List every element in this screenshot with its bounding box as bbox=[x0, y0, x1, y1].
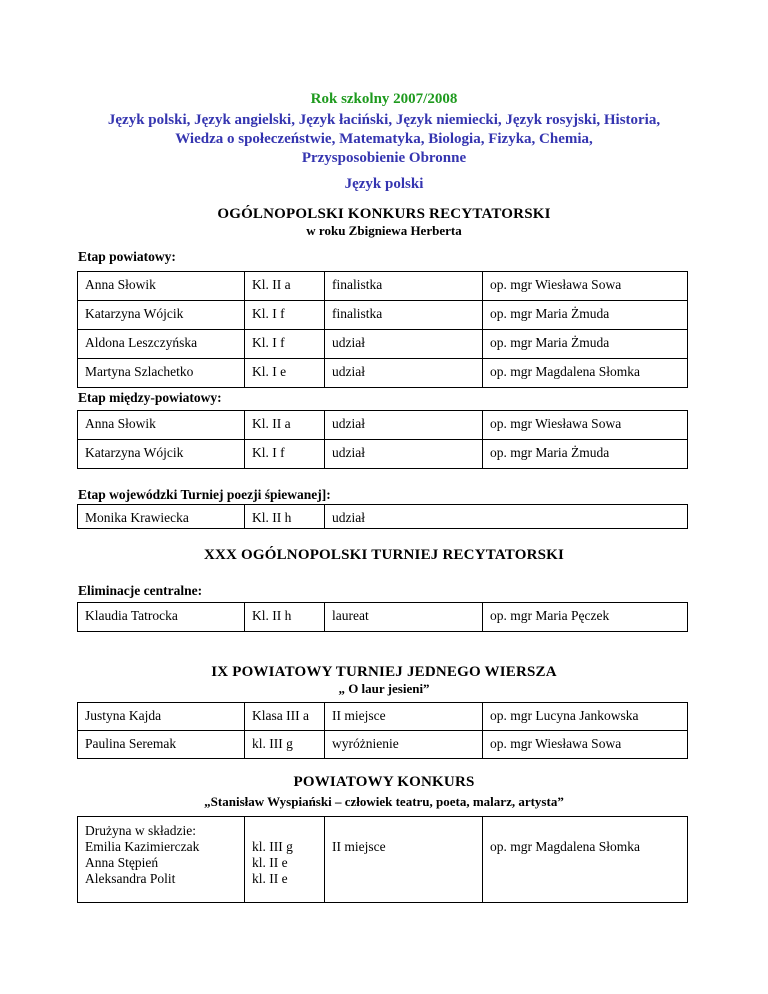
section3-subtitle: „ O laur jesieni” bbox=[338, 681, 430, 696]
teacher-cell: op. mgr Maria Pęczek bbox=[483, 603, 688, 632]
team-result: II miejsce bbox=[332, 839, 386, 854]
student-name-cell: Justyna Kajda bbox=[78, 703, 245, 731]
team-name-line: Aleksandra Polit bbox=[85, 871, 176, 886]
subjects-line-3: Przysposobienie Obronne bbox=[301, 150, 467, 166]
team-names-cell bbox=[78, 817, 245, 903]
table-row bbox=[78, 359, 688, 388]
teacher-cell: op. mgr Maria Żmuda bbox=[483, 301, 688, 330]
stage1-table bbox=[77, 271, 688, 388]
section4-title: POWIATOWY KONKURS bbox=[293, 774, 475, 790]
table-row bbox=[78, 440, 688, 469]
school-year: Rok szkolny 2007/2008 bbox=[310, 91, 458, 107]
class-cell: Kl. II a bbox=[245, 272, 325, 301]
student-name-cell: Paulina Seremak bbox=[78, 731, 245, 759]
table-row bbox=[78, 411, 688, 440]
team-row bbox=[78, 817, 688, 903]
class-cell: Klasa III a bbox=[245, 703, 325, 731]
team-teacher: op. mgr Magdalena Słomka bbox=[490, 839, 640, 854]
subjects-list bbox=[0, 111, 768, 168]
class-cell: Kl. II h bbox=[245, 603, 325, 632]
section2-table bbox=[77, 602, 688, 632]
stage1-label: Etap powiatowy: bbox=[78, 249, 176, 264]
team-result-cell bbox=[325, 817, 483, 903]
teacher-cell: op. mgr Lucyna Jankowska bbox=[483, 703, 688, 731]
team-name-line: Anna Stępień bbox=[85, 855, 159, 870]
class-cell: Kl. I f bbox=[245, 330, 325, 359]
teacher-cell: op. mgr Wiesława Sowa bbox=[483, 411, 688, 440]
section2-label: Eliminacje centralne: bbox=[78, 583, 203, 598]
result-cell: finalistka bbox=[325, 301, 483, 330]
result-cell: wyróżnienie bbox=[325, 731, 483, 759]
result-cell: finalistka bbox=[325, 272, 483, 301]
table-row bbox=[78, 330, 688, 359]
table-row bbox=[78, 272, 688, 301]
table-row bbox=[78, 703, 688, 731]
teacher-cell: op. mgr Maria Żmuda bbox=[483, 330, 688, 359]
result-cell: udział bbox=[325, 359, 483, 388]
stage3-table bbox=[77, 504, 688, 529]
team-class-line: kl. II e bbox=[252, 871, 288, 886]
section3-title: IX POWIATOWY TURNIEJ JEDNEGO WIERSZA bbox=[211, 664, 557, 680]
result-cell: udział bbox=[325, 505, 688, 529]
student-name-cell: Klaudia Tatrocka bbox=[78, 603, 245, 632]
section4-table bbox=[77, 816, 688, 903]
class-cell: Kl. II h bbox=[245, 505, 325, 529]
student-name-cell: Katarzyna Wójcik bbox=[78, 301, 245, 330]
teacher-cell: op. mgr Maria Żmuda bbox=[483, 440, 688, 469]
student-name-cell: Aldona Leszczyńska bbox=[78, 330, 245, 359]
table-row bbox=[78, 505, 688, 529]
result-cell: udział bbox=[325, 330, 483, 359]
result-cell: II miejsce bbox=[325, 703, 483, 731]
class-cell: Kl. I e bbox=[245, 359, 325, 388]
teacher-cell: op. mgr Wiesława Sowa bbox=[483, 731, 688, 759]
team-class-line: kl. III g bbox=[252, 839, 293, 854]
subject-heading: Język polski bbox=[344, 176, 424, 192]
team-classes-cell bbox=[245, 817, 325, 903]
stage3-label: Etap wojewódzki Turniej poezji śpiewanej]: bbox=[78, 487, 331, 502]
class-cell: kl. III g bbox=[245, 731, 325, 759]
subjects-line-1: Język polski, Język angielski, Język łaciński, Język niemiecki, Język rosyjski, Historia, bbox=[107, 112, 661, 128]
result-cell: laureat bbox=[325, 603, 483, 632]
table-row bbox=[78, 301, 688, 330]
section4-subtitle: „Stanisław Wyspiański – człowiek teatru, poeta, malarz, artysta” bbox=[204, 794, 564, 809]
teacher-cell: op. mgr Magdalena Słomka bbox=[483, 359, 688, 388]
section3-table bbox=[77, 702, 688, 759]
student-name-cell: Monika Krawiecka bbox=[78, 505, 245, 529]
section1-subtitle: w roku Zbigniewa Herberta bbox=[306, 223, 462, 238]
team-teacher-cell bbox=[483, 817, 688, 903]
team-class-line: kl. II e bbox=[252, 855, 288, 870]
stage2-table bbox=[77, 410, 688, 469]
result-cell: udział bbox=[325, 411, 483, 440]
team-name-line: Emilia Kazimierczak bbox=[85, 839, 200, 854]
student-name-cell: Anna Słowik bbox=[78, 411, 245, 440]
section1-title: OGÓLNOPOLSKI KONKURS RECYTATORSKI bbox=[217, 206, 551, 222]
subjects-line-2: Wiedza o społeczeństwie, Matematyka, Biologia, Fizyka, Chemia, bbox=[175, 131, 593, 147]
team-name-line: Drużyna w składzie: bbox=[85, 823, 196, 838]
table-row bbox=[78, 603, 688, 632]
class-cell: Kl. I f bbox=[245, 440, 325, 469]
student-name-cell: Martyna Szlachetko bbox=[78, 359, 245, 388]
section2-title: XXX OGÓLNOPOLSKI TURNIEJ RECYTATORSKI bbox=[203, 547, 565, 563]
class-cell: Kl. I f bbox=[245, 301, 325, 330]
table-row bbox=[78, 731, 688, 759]
stage2-label: Etap między-powiatowy: bbox=[78, 390, 222, 405]
result-cell: udział bbox=[325, 440, 483, 469]
class-cell: Kl. II a bbox=[245, 411, 325, 440]
teacher-cell: op. mgr Wiesława Sowa bbox=[483, 272, 688, 301]
student-name-cell: Anna Słowik bbox=[78, 272, 245, 301]
student-name-cell: Katarzyna Wójcik bbox=[78, 440, 245, 469]
